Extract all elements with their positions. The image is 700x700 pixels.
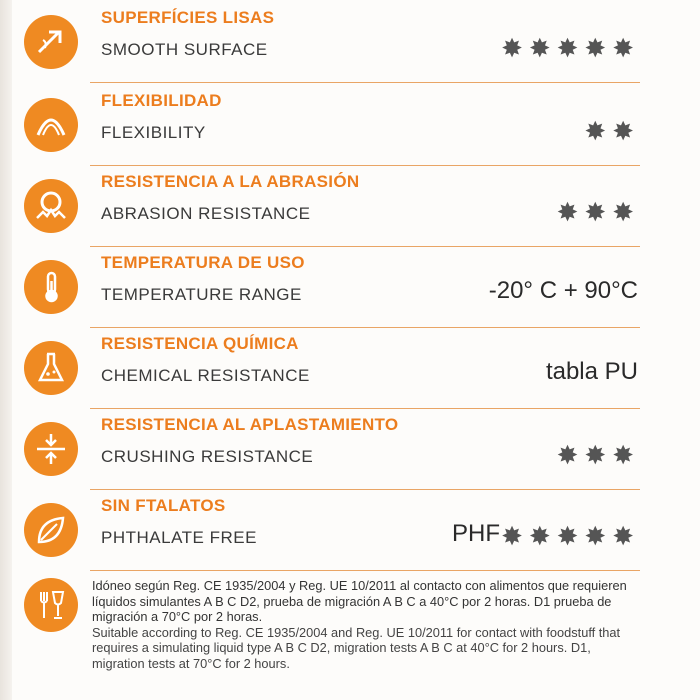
food-contact-note: [92, 578, 637, 671]
star-rating: ✸✸✸✸✸: [501, 33, 640, 63]
property-title-en: PHTHALATE FREE: [101, 528, 257, 547]
property-row-chemical: [0, 328, 700, 409]
star-rating: ✸✸✸✸✸: [501, 521, 640, 551]
abrasion-icon: [24, 179, 78, 233]
flexibility-icon: [24, 98, 78, 152]
property-row-abrasion: [0, 166, 700, 247]
row-divider: [90, 570, 640, 571]
property-title-es: RESISTENCIA QUÍMICA: [101, 334, 299, 353]
property-row-phthalate-free: [0, 490, 700, 571]
food-note-es: Idóneo según Reg. CE 1935/2004 y Reg. UE 10/2011 al contacto con alimentos que requieren líquidos simulantes A B C D2, prueba de migración A B C a 40°C por 2 horas. D1 prueba de migración a 70°C por 2 horas.: [92, 578, 627, 624]
property-title-en: CRUSHING RESISTANCE: [101, 447, 314, 466]
thermometer-icon: [24, 260, 78, 314]
star-rating: ✸✸✸: [556, 440, 640, 470]
property-title-es: FLEXIBILIDAD: [101, 91, 222, 110]
property-title-es: RESISTENCIA AL APLASTAMIENTO: [101, 415, 399, 434]
star-rating: ✸✸✸: [556, 197, 640, 227]
property-title-es: RESISTENCIA A LA ABRASIÓN: [101, 172, 360, 191]
property-title-en: SMOOTH SURFACE: [101, 40, 268, 59]
food-note-en: Suitable according to Reg. CE 1935/2004 and Reg. UE 10/2011 for contact with foodstuff that requires a simulating liquid type A B C D2, migration tests A B C at 40°C for 2 hours. D1, migration tests at 70°C for 2 hours.: [92, 624, 621, 671]
property-title-es: SIN FTALATOS: [101, 496, 226, 515]
smooth-surface-icon: [24, 15, 78, 69]
leaf-icon: [24, 503, 78, 557]
property-title-en: FLEXIBILITY: [101, 123, 206, 142]
property-title-es: TEMPERATURA DE USO: [101, 253, 305, 272]
phf-label: PHF: [452, 520, 500, 547]
row-divider: [90, 82, 640, 83]
star-rating: ✸✸: [584, 116, 640, 146]
property-row-smooth-surface: [0, 2, 700, 83]
flask-icon: [24, 341, 78, 395]
property-title-en: TEMPERATURE RANGE: [101, 285, 302, 304]
temperature-range-value: -20° C + 90°C: [488, 277, 638, 304]
property-row-flexibility: [0, 85, 700, 166]
property-title-es: SUPERFÍCIES LISAS: [101, 8, 275, 27]
chemical-resistance-value: tabla PU: [545, 358, 638, 385]
property-row-temperature: [0, 247, 700, 328]
property-title-en: ABRASION RESISTANCE: [101, 204, 311, 223]
property-title-en: CHEMICAL RESISTANCE: [101, 366, 310, 385]
property-row-crushing: [0, 409, 700, 490]
food-contact-icon: [24, 578, 78, 632]
crushing-icon: [24, 422, 78, 476]
